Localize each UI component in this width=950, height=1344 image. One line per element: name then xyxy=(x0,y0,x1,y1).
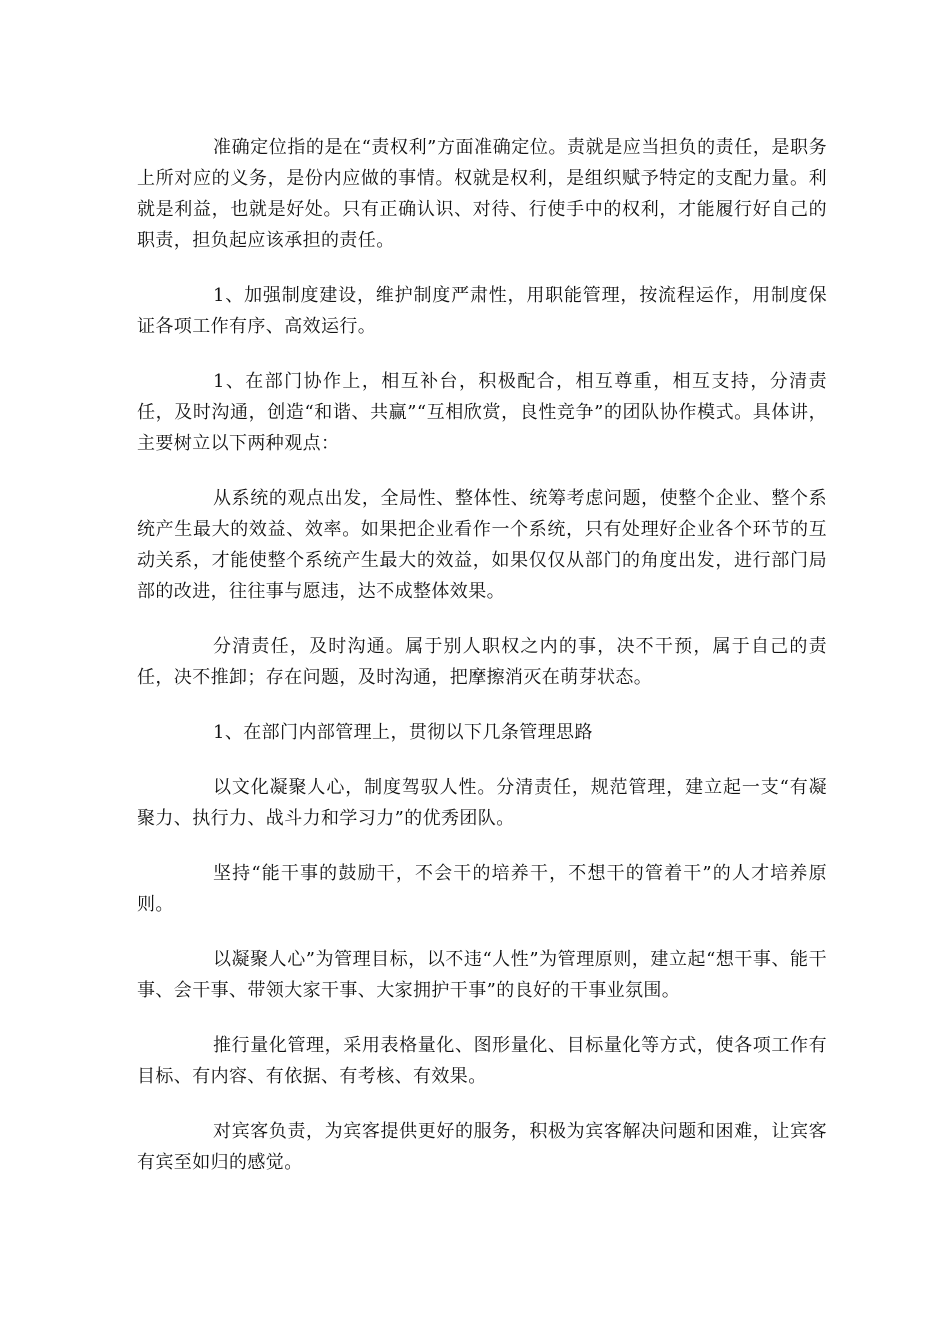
paragraph-1: 准确定位指的是在“责权利”方面准确定位。责就是应当担负的责任，是职务上所对应的义务，是份内应做的事情。权就是权利，是组织赋予特定的支配力量。利就是利益，也就是好处。只有正确认识、对待、行使手中的权利，才能履行好自己的职责，担负起应该承担的责任。 xyxy=(137,137,827,251)
paragraph-9: 以凝聚人心”为管理目标，以不违“人性”为管理原则，建立起“想干事、能干事、会干事、带领大家干事、大家拥护干事”的良好的干事业氛围。 xyxy=(137,949,827,1001)
paragraph-6: 1、在部门内部管理上，贯彻以下几条管理思路 xyxy=(213,722,593,743)
paragraph-8: 坚持“能干事的鼓励干，不会干的培养干，不想干的管着干”的人才培养原则。 xyxy=(137,863,827,915)
paragraph-5: 分清责任，及时沟通。属于别人职权之内的事，决不干预，属于自己的责任，决不推卸；存在问题，及时沟通，把摩擦消灭在萌芽状态。 xyxy=(137,636,827,688)
paragraph-4: 从系统的观点出发，全局性、整体性、统筹考虑问题，使整个企业、整个系统产生最大的效益、效率。如果把企业看作一个系统，只有处理好企业各个环节的互动关系，才能使整个系统产生最大的效益，如果仅仅从部门的角度出发，进行部门局部的改进，往往事与愿违，达不成整体效果。 xyxy=(137,488,827,602)
document-body xyxy=(137,132,827,1202)
paragraph-2: 1、加强制度建设，维护制度严肃性，用职能管理，按流程运作，用制度保证各项工作有序、高效运行。 xyxy=(137,285,827,337)
paragraph-10: 推行量化管理，采用表格量化、图形量化、目标量化等方式，使各项工作有目标、有内容、有依据、有考核、有效果。 xyxy=(137,1035,827,1087)
paragraph-7: 以文化凝聚人心，制度驾驭人性。分清责任，规范管理，建立起一支“有凝聚力、执行力、战斗力和学习力”的优秀团队。 xyxy=(137,777,827,829)
paragraph-11: 对宾客负责，为宾客提供更好的服务，积极为宾客解决问题和困难，让宾客有宾至如归的感觉。 xyxy=(137,1121,827,1173)
paragraph-3: 1、在部门协作上，相互补台，积极配合，相互尊重，相互支持，分清责任，及时沟通，创造“和谐、共赢”“互相欣赏，良性竞争”的团队协作模式。具体讲，主要树立以下两种观点： xyxy=(137,371,827,454)
